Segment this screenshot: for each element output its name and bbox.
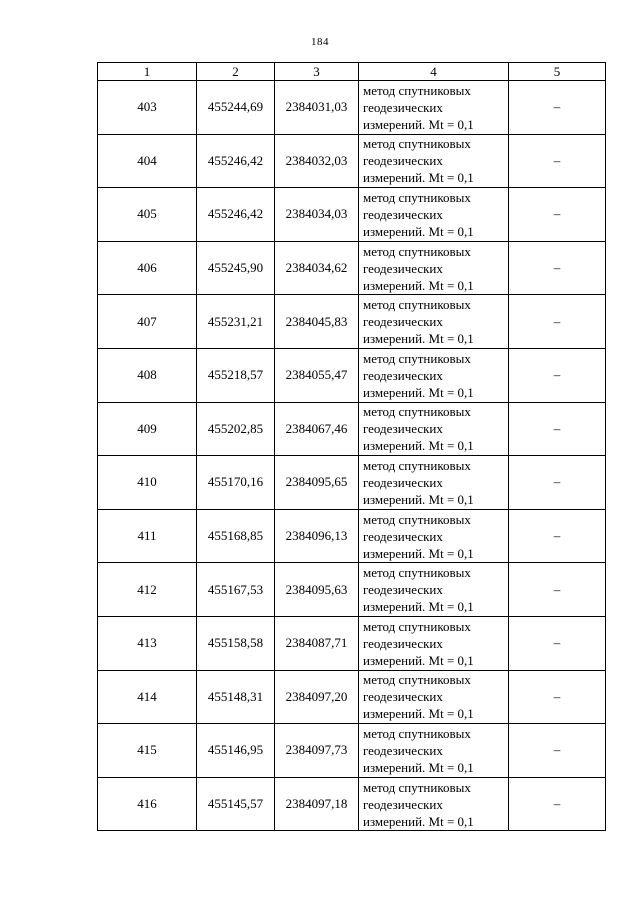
method-line: геодезических xyxy=(363,314,443,330)
coordinate-y: 2384055,47 xyxy=(275,348,359,402)
coordinate-y: 2384032,03 xyxy=(275,134,359,188)
coordinate-x: 455158,58 xyxy=(197,616,275,670)
method-line: измерений. Mt = 0,1 xyxy=(363,331,474,347)
coordinate-x: 455148,31 xyxy=(197,670,275,724)
method-description xyxy=(359,295,509,349)
method-line: измерений. Mt = 0,1 xyxy=(363,170,474,186)
coordinate-x: 455145,57 xyxy=(197,777,275,831)
method-line: измерений. Mt = 0,1 xyxy=(363,652,474,668)
method-line: метод спутниковых xyxy=(363,136,471,152)
point-number: 408 xyxy=(98,348,197,402)
point-number: 416 xyxy=(98,777,197,831)
coordinate-y: 2384067,46 xyxy=(275,402,359,456)
method-line: метод спутниковых xyxy=(363,725,471,741)
point-number: 415 xyxy=(98,724,197,778)
table-row xyxy=(98,509,606,563)
coordinate-y: 2384097,20 xyxy=(275,670,359,724)
coordinate-x: 455231,21 xyxy=(197,295,275,349)
coordinate-y: 2384034,62 xyxy=(275,241,359,295)
coordinate-x: 455245,90 xyxy=(197,241,275,295)
method-line: геодезических xyxy=(363,582,443,598)
table-row xyxy=(98,241,606,295)
note-dash: – xyxy=(509,724,606,778)
method-description xyxy=(359,563,509,617)
method-line: метод спутниковых xyxy=(363,404,471,420)
method-line: геодезических xyxy=(363,742,443,758)
method-line: геодезических xyxy=(363,260,443,276)
method-line: измерений. Mt = 0,1 xyxy=(363,223,474,239)
method-description xyxy=(359,670,509,724)
method-line: геодезических xyxy=(363,528,443,544)
page-number: 184 xyxy=(311,36,329,48)
method-line: метод спутниковых xyxy=(363,457,471,473)
note-dash: – xyxy=(509,241,606,295)
header-col-4: 4 xyxy=(359,63,509,81)
header-col-2: 2 xyxy=(197,63,275,81)
method-description xyxy=(359,241,509,295)
method-line: метод спутниковых xyxy=(363,672,471,688)
method-line: измерений. Mt = 0,1 xyxy=(363,491,474,507)
method-line: геодезических xyxy=(363,367,443,383)
method-line: метод спутниковых xyxy=(363,565,471,581)
table-row xyxy=(98,188,606,242)
coordinate-x: 455218,57 xyxy=(197,348,275,402)
note-dash: – xyxy=(509,81,606,135)
method-description xyxy=(359,456,509,510)
coordinate-y: 2384097,73 xyxy=(275,724,359,778)
method-description xyxy=(359,402,509,456)
header-col-3: 3 xyxy=(275,63,359,81)
point-number: 405 xyxy=(98,188,197,242)
method-line: метод спутниковых xyxy=(363,618,471,634)
coordinate-x: 455246,42 xyxy=(197,188,275,242)
method-line: геодезических xyxy=(363,474,443,490)
method-description xyxy=(359,777,509,831)
header-col-5: 5 xyxy=(509,63,606,81)
method-line: геодезических xyxy=(363,421,443,437)
point-number: 404 xyxy=(98,134,197,188)
coordinate-y: 2384031,03 xyxy=(275,81,359,135)
method-line: измерений. Mt = 0,1 xyxy=(363,813,474,829)
table-row xyxy=(98,348,606,402)
method-line: метод спутниковых xyxy=(363,243,471,259)
coordinate-x: 455170,16 xyxy=(197,456,275,510)
method-line: метод спутниковых xyxy=(363,189,471,205)
point-number: 411 xyxy=(98,509,197,563)
note-dash: – xyxy=(509,456,606,510)
coordinate-y: 2384095,63 xyxy=(275,563,359,617)
method-line: геодезических xyxy=(363,206,443,222)
method-line: измерений. Mt = 0,1 xyxy=(363,706,474,722)
coordinate-x: 455244,69 xyxy=(197,81,275,135)
table-row xyxy=(98,616,606,670)
method-description xyxy=(359,724,509,778)
header-row xyxy=(98,63,606,81)
method-line: метод спутниковых xyxy=(363,297,471,313)
point-number: 413 xyxy=(98,616,197,670)
method-line: измерений. Mt = 0,1 xyxy=(363,438,474,454)
note-dash: – xyxy=(509,348,606,402)
coordinate-y: 2384095,65 xyxy=(275,456,359,510)
method-line: геодезических xyxy=(363,689,443,705)
method-description xyxy=(359,616,509,670)
note-dash: – xyxy=(509,670,606,724)
point-number: 403 xyxy=(98,81,197,135)
coordinate-y: 2384034,03 xyxy=(275,188,359,242)
table-row xyxy=(98,295,606,349)
coordinate-x: 455246,42 xyxy=(197,134,275,188)
table-row xyxy=(98,724,606,778)
method-line: геодезических xyxy=(363,99,443,115)
coordinate-y: 2384096,13 xyxy=(275,509,359,563)
note-dash: – xyxy=(509,134,606,188)
table-row xyxy=(98,670,606,724)
point-number: 410 xyxy=(98,456,197,510)
method-line: измерений. Mt = 0,1 xyxy=(363,277,474,293)
coordinate-y: 2384045,83 xyxy=(275,295,359,349)
note-dash: – xyxy=(509,777,606,831)
coordinate-y: 2384087,71 xyxy=(275,616,359,670)
method-line: метод спутниковых xyxy=(363,779,471,795)
method-line: метод спутниковых xyxy=(363,511,471,527)
note-dash: – xyxy=(509,616,606,670)
table-row xyxy=(98,456,606,510)
method-line: измерений. Mt = 0,1 xyxy=(363,545,474,561)
coordinate-y: 2384097,18 xyxy=(275,777,359,831)
note-dash: – xyxy=(509,402,606,456)
coordinate-x: 455167,53 xyxy=(197,563,275,617)
method-description xyxy=(359,188,509,242)
header-col-1: 1 xyxy=(98,63,197,81)
method-line: геодезических xyxy=(363,153,443,169)
method-description xyxy=(359,134,509,188)
method-description xyxy=(359,81,509,135)
method-line: измерений. Mt = 0,1 xyxy=(363,759,474,775)
method-line: геодезических xyxy=(363,635,443,651)
table-body xyxy=(98,81,606,831)
method-line: геодезических xyxy=(363,796,443,812)
note-dash: – xyxy=(509,188,606,242)
method-description xyxy=(359,509,509,563)
coordinate-x: 455202,85 xyxy=(197,402,275,456)
method-line: измерений. Mt = 0,1 xyxy=(363,116,474,132)
table-row xyxy=(98,402,606,456)
method-description xyxy=(359,348,509,402)
method-line: измерений. Mt = 0,1 xyxy=(363,384,474,400)
point-number: 409 xyxy=(98,402,197,456)
point-number: 407 xyxy=(98,295,197,349)
table-row xyxy=(98,777,606,831)
table-row xyxy=(98,81,606,135)
note-dash: – xyxy=(509,295,606,349)
coordinates-table xyxy=(97,62,606,831)
coordinate-x: 455146,95 xyxy=(197,724,275,778)
note-dash: – xyxy=(509,563,606,617)
point-number: 412 xyxy=(98,563,197,617)
method-line: метод спутниковых xyxy=(363,350,471,366)
method-line: измерений. Mt = 0,1 xyxy=(363,599,474,615)
note-dash: – xyxy=(509,509,606,563)
table-row xyxy=(98,563,606,617)
coordinate-x: 455168,85 xyxy=(197,509,275,563)
table-row xyxy=(98,134,606,188)
point-number: 406 xyxy=(98,241,197,295)
method-line: метод спутниковых xyxy=(363,82,471,98)
point-number: 414 xyxy=(98,670,197,724)
